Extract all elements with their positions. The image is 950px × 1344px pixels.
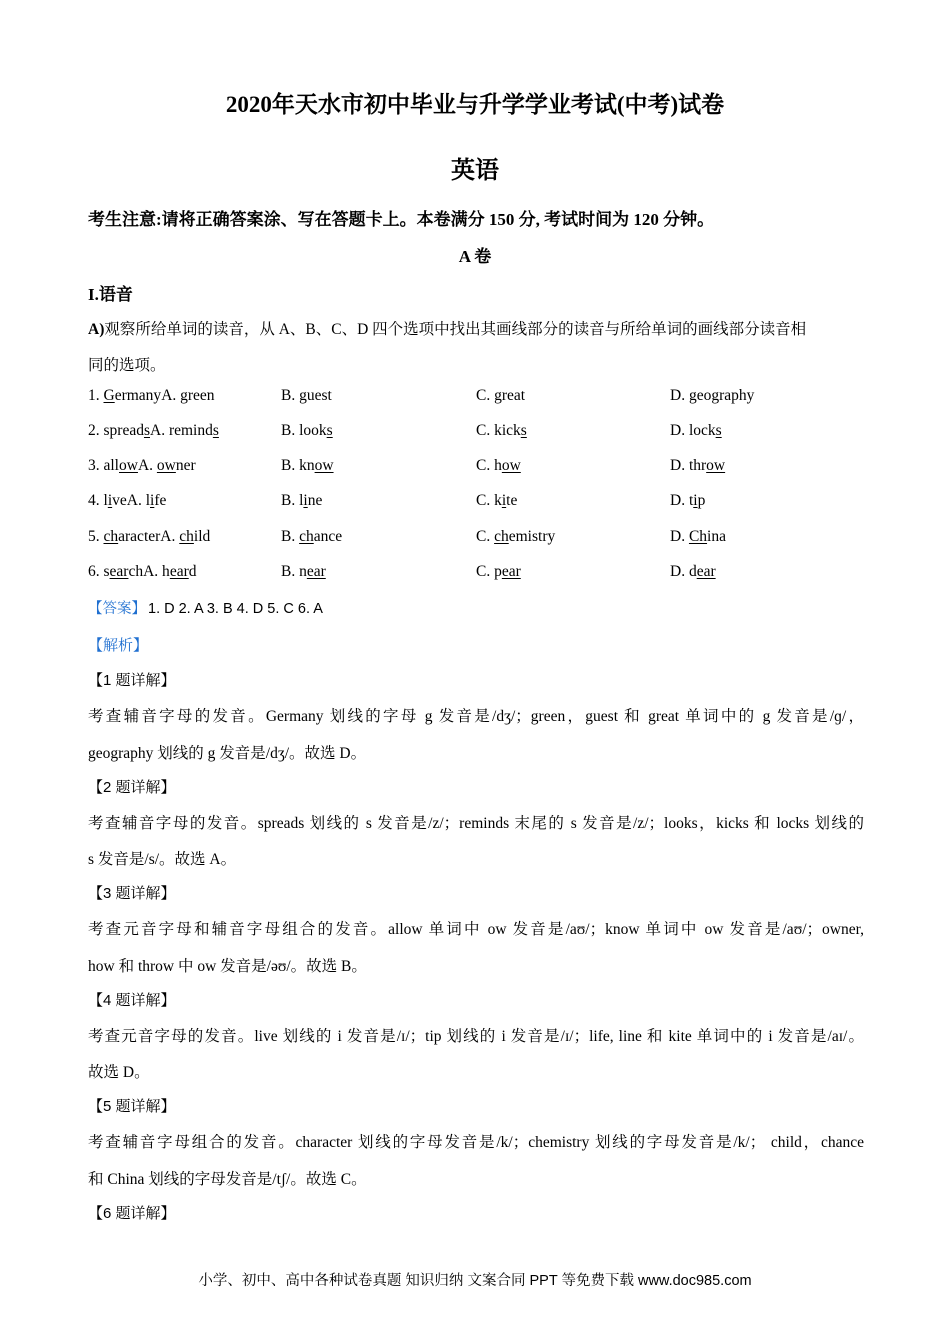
option-b-segment: B. n bbox=[281, 563, 307, 580]
option-d bbox=[670, 492, 705, 510]
detail-line: 和 China 划线的字母发音是/tʃ/。故选 C。 bbox=[88, 1170, 367, 1188]
instruction-prefix: A) bbox=[88, 321, 105, 338]
question-word-segment: s bbox=[103, 563, 110, 580]
detail-line: 考查元音字母和辅音字母组合的发音。allow 单词中 ow 发音是/aʊ/；know 单词中 ow 发音是/aʊ/；owner, bbox=[88, 921, 864, 938]
option-a-segment: ear bbox=[169, 563, 189, 580]
option-a-segment: fe bbox=[154, 492, 167, 509]
question-stem bbox=[88, 528, 210, 546]
option-b bbox=[281, 422, 333, 440]
question-number: 2. bbox=[88, 422, 104, 439]
option-c-segment: C. p bbox=[476, 563, 502, 580]
detail-line: 故选 D。 bbox=[88, 1064, 150, 1081]
option-d-segment: g bbox=[688, 387, 697, 404]
option-a-segment: A. bbox=[161, 387, 181, 404]
option-b bbox=[281, 563, 326, 581]
question-number: 4. bbox=[88, 492, 104, 509]
option-d-segment: D. bbox=[670, 387, 689, 404]
option-a-segment: A. remind bbox=[150, 422, 213, 439]
option-d-segment: ear bbox=[696, 563, 716, 580]
question-stem bbox=[88, 422, 219, 440]
option-a-segment: A. l bbox=[126, 492, 151, 509]
option-d-segment: D. thr bbox=[670, 457, 707, 474]
option-a-segment: ner bbox=[175, 457, 196, 474]
detail-line: 考查元音字母的发音。live 划线的 i 发音是/ɪ/；tip 划线的 i 发音是/ɪ/；life, line 和 kite 单词中的 i 发音是/aɪ/。 bbox=[88, 1027, 864, 1045]
question-number: 3. bbox=[88, 457, 104, 474]
detail-line: how 和 throw 中 ow 发音是/əʊ/。故选 B。 bbox=[88, 957, 367, 975]
option-c bbox=[476, 528, 555, 546]
option-d-segment: p bbox=[697, 492, 706, 509]
question-number: 5. bbox=[88, 528, 104, 545]
analysis-label: 【解析】 bbox=[88, 637, 149, 654]
option-b-segment: B. bbox=[281, 528, 300, 545]
option-a-segment: ch bbox=[179, 528, 194, 545]
question-word-segment: ch bbox=[128, 563, 144, 580]
detail-line: 考查辅音字母组合的发音。character 划线的字母发音是/k/；chemistry 划线的字母发音是/k/； child，chance bbox=[88, 1134, 864, 1151]
option-c bbox=[476, 492, 517, 510]
option-c-segment: ear bbox=[501, 563, 521, 580]
exam-title: 2020年天水市初中毕业与升学学业考试(中考)试卷 bbox=[225, 92, 725, 117]
option-b-segment: i bbox=[303, 492, 308, 509]
option-d-segment: s bbox=[715, 422, 722, 439]
option-b-segment: ne bbox=[307, 492, 323, 509]
question-word-segment: G bbox=[103, 387, 115, 404]
question-word-segment: ch bbox=[103, 528, 119, 545]
option-d bbox=[670, 563, 716, 581]
option-d-segment: ina bbox=[707, 528, 726, 545]
option-a-segment: A. h bbox=[143, 563, 170, 580]
option-b-segment: ch bbox=[299, 528, 314, 545]
volume-label: A 卷 bbox=[458, 247, 492, 266]
question-stem bbox=[88, 563, 196, 581]
option-c-segment: C. h bbox=[476, 457, 502, 474]
instruction-line-2: 同的选项。 bbox=[88, 357, 166, 374]
option-b bbox=[281, 528, 342, 546]
question-word-segment: s bbox=[143, 422, 150, 439]
option-b-segment: uest bbox=[306, 387, 332, 404]
option-c-segment: i bbox=[501, 492, 507, 509]
question-word-segment: i bbox=[107, 492, 113, 509]
instruction-line-1 bbox=[88, 317, 806, 339]
option-d bbox=[670, 528, 726, 546]
question-word-segment: spread bbox=[103, 422, 144, 439]
option-b-segment: ance bbox=[313, 528, 343, 545]
option-b-segment: B. kn bbox=[281, 457, 315, 474]
option-a-segment: reen bbox=[187, 387, 215, 404]
option-d-segment: D. bbox=[670, 528, 689, 545]
answer-value: 1. D 2. A 3. B 4. D 5. C 6. A bbox=[148, 601, 323, 617]
section-title: I.语音 bbox=[88, 285, 133, 304]
question-word-segment: l bbox=[103, 492, 108, 509]
detail-heading-5: 【5 题详解】 bbox=[88, 1098, 176, 1115]
detail-heading-2: 【2 题详解】 bbox=[88, 778, 176, 796]
detail-line: geography 划线的 g 发音是/dʒ/。故选 D。 bbox=[88, 744, 367, 762]
exam-notice: 考生注意:请将正确答案涂、写在答题卡上。本卷满分 150 分, 考试时间为 120 分钟。 bbox=[88, 210, 715, 229]
option-c-segment: g bbox=[494, 387, 502, 404]
option-d-segment: D. lock bbox=[670, 422, 716, 439]
page-footer: 小学、初中、高中各种试卷真题 知识归纳 文案合同 PPT 等免费下载 www.doc985.com bbox=[198, 1273, 752, 1289]
question-word-segment: ear bbox=[109, 563, 129, 580]
option-c-segment: C. kick bbox=[476, 422, 521, 439]
question-number: 6. bbox=[88, 563, 104, 580]
option-a-segment: A. bbox=[137, 457, 157, 474]
option-a-segment: d bbox=[188, 563, 197, 580]
option-d bbox=[670, 457, 725, 475]
option-b-segment: B. bbox=[281, 387, 300, 404]
option-b bbox=[281, 387, 332, 405]
option-b-segment: B. l bbox=[281, 492, 304, 509]
option-c-segment: te bbox=[506, 492, 518, 509]
option-d-segment: D. d bbox=[670, 563, 697, 580]
option-c-segment: C. bbox=[476, 387, 495, 404]
option-c bbox=[476, 387, 525, 405]
option-a-segment: g bbox=[180, 387, 188, 404]
detail-line: 考查辅音字母的发音。spreads 划线的 s 发音是/z/；reminds 末尾的 s 发音是/z/；looks，kicks 和 locks 划线的 bbox=[88, 814, 864, 832]
question-stem bbox=[88, 387, 215, 405]
option-d-segment: i bbox=[693, 492, 698, 509]
option-c-segment: s bbox=[520, 422, 527, 439]
answer-label: 【答案】 bbox=[88, 601, 146, 617]
detail-line: 考查辅音字母的发音。Germany 划线的字母 g 发音是/dʒ/；green，guest 和 great 单词中的 g 发音是/ɡ/， bbox=[88, 708, 864, 725]
question-word-segment: ow bbox=[119, 457, 138, 474]
detail-heading-1: 【1 题详解】 bbox=[88, 672, 176, 689]
option-c-segment: C. bbox=[476, 528, 495, 545]
option-b-segment: g bbox=[299, 387, 307, 404]
option-a-segment: ow bbox=[156, 457, 176, 474]
option-a-segment: i bbox=[150, 492, 155, 509]
option-b-segment: s bbox=[326, 422, 333, 439]
detail-line: s 发音是/s/。故选 A。 bbox=[88, 851, 237, 868]
subject-title: 英语 bbox=[451, 158, 499, 184]
question-word-segment: aracter bbox=[118, 528, 161, 545]
option-d-segment: ow bbox=[706, 457, 726, 474]
option-c-segment: emistry bbox=[508, 528, 556, 545]
option-c-segment: ch bbox=[494, 528, 509, 545]
question-word-segment: ermany bbox=[114, 387, 162, 404]
question-word-segment: ve bbox=[112, 492, 127, 509]
option-c-segment: ow bbox=[501, 457, 521, 474]
detail-heading-6: 【6 题详解】 bbox=[88, 1204, 176, 1222]
answer-line bbox=[88, 597, 323, 618]
question-number: 1. bbox=[88, 387, 104, 404]
question-word-segment: all bbox=[103, 457, 119, 474]
option-c bbox=[476, 563, 521, 581]
option-a-segment: A. bbox=[160, 528, 180, 545]
option-d-segment: Ch bbox=[688, 528, 708, 545]
option-a-segment: ild bbox=[193, 528, 211, 545]
detail-heading-4: 【4 题详解】 bbox=[88, 991, 176, 1009]
option-d bbox=[670, 387, 754, 405]
detail-heading-3: 【3 题详解】 bbox=[88, 885, 176, 902]
option-b-segment: B. look bbox=[281, 422, 327, 439]
option-b bbox=[281, 492, 322, 510]
question-stem bbox=[88, 492, 166, 510]
option-d-segment: eography bbox=[696, 387, 755, 404]
option-b-segment: ow bbox=[314, 457, 334, 474]
option-d-segment: D. t bbox=[670, 492, 694, 509]
option-b bbox=[281, 457, 334, 475]
option-c-segment: C. k bbox=[476, 492, 502, 509]
option-c bbox=[476, 457, 521, 475]
option-a-segment: s bbox=[212, 422, 219, 439]
option-b-segment: ear bbox=[306, 563, 326, 580]
option-c bbox=[476, 422, 527, 440]
question-stem bbox=[88, 457, 196, 475]
option-c-segment: reat bbox=[501, 387, 526, 404]
instruction-text: 观察所给单词的读音，从 A、B、C、D 四个选项中找出其画线部分的读音与所给单词的画线部分读音相 bbox=[104, 321, 807, 338]
option-d bbox=[670, 422, 722, 440]
